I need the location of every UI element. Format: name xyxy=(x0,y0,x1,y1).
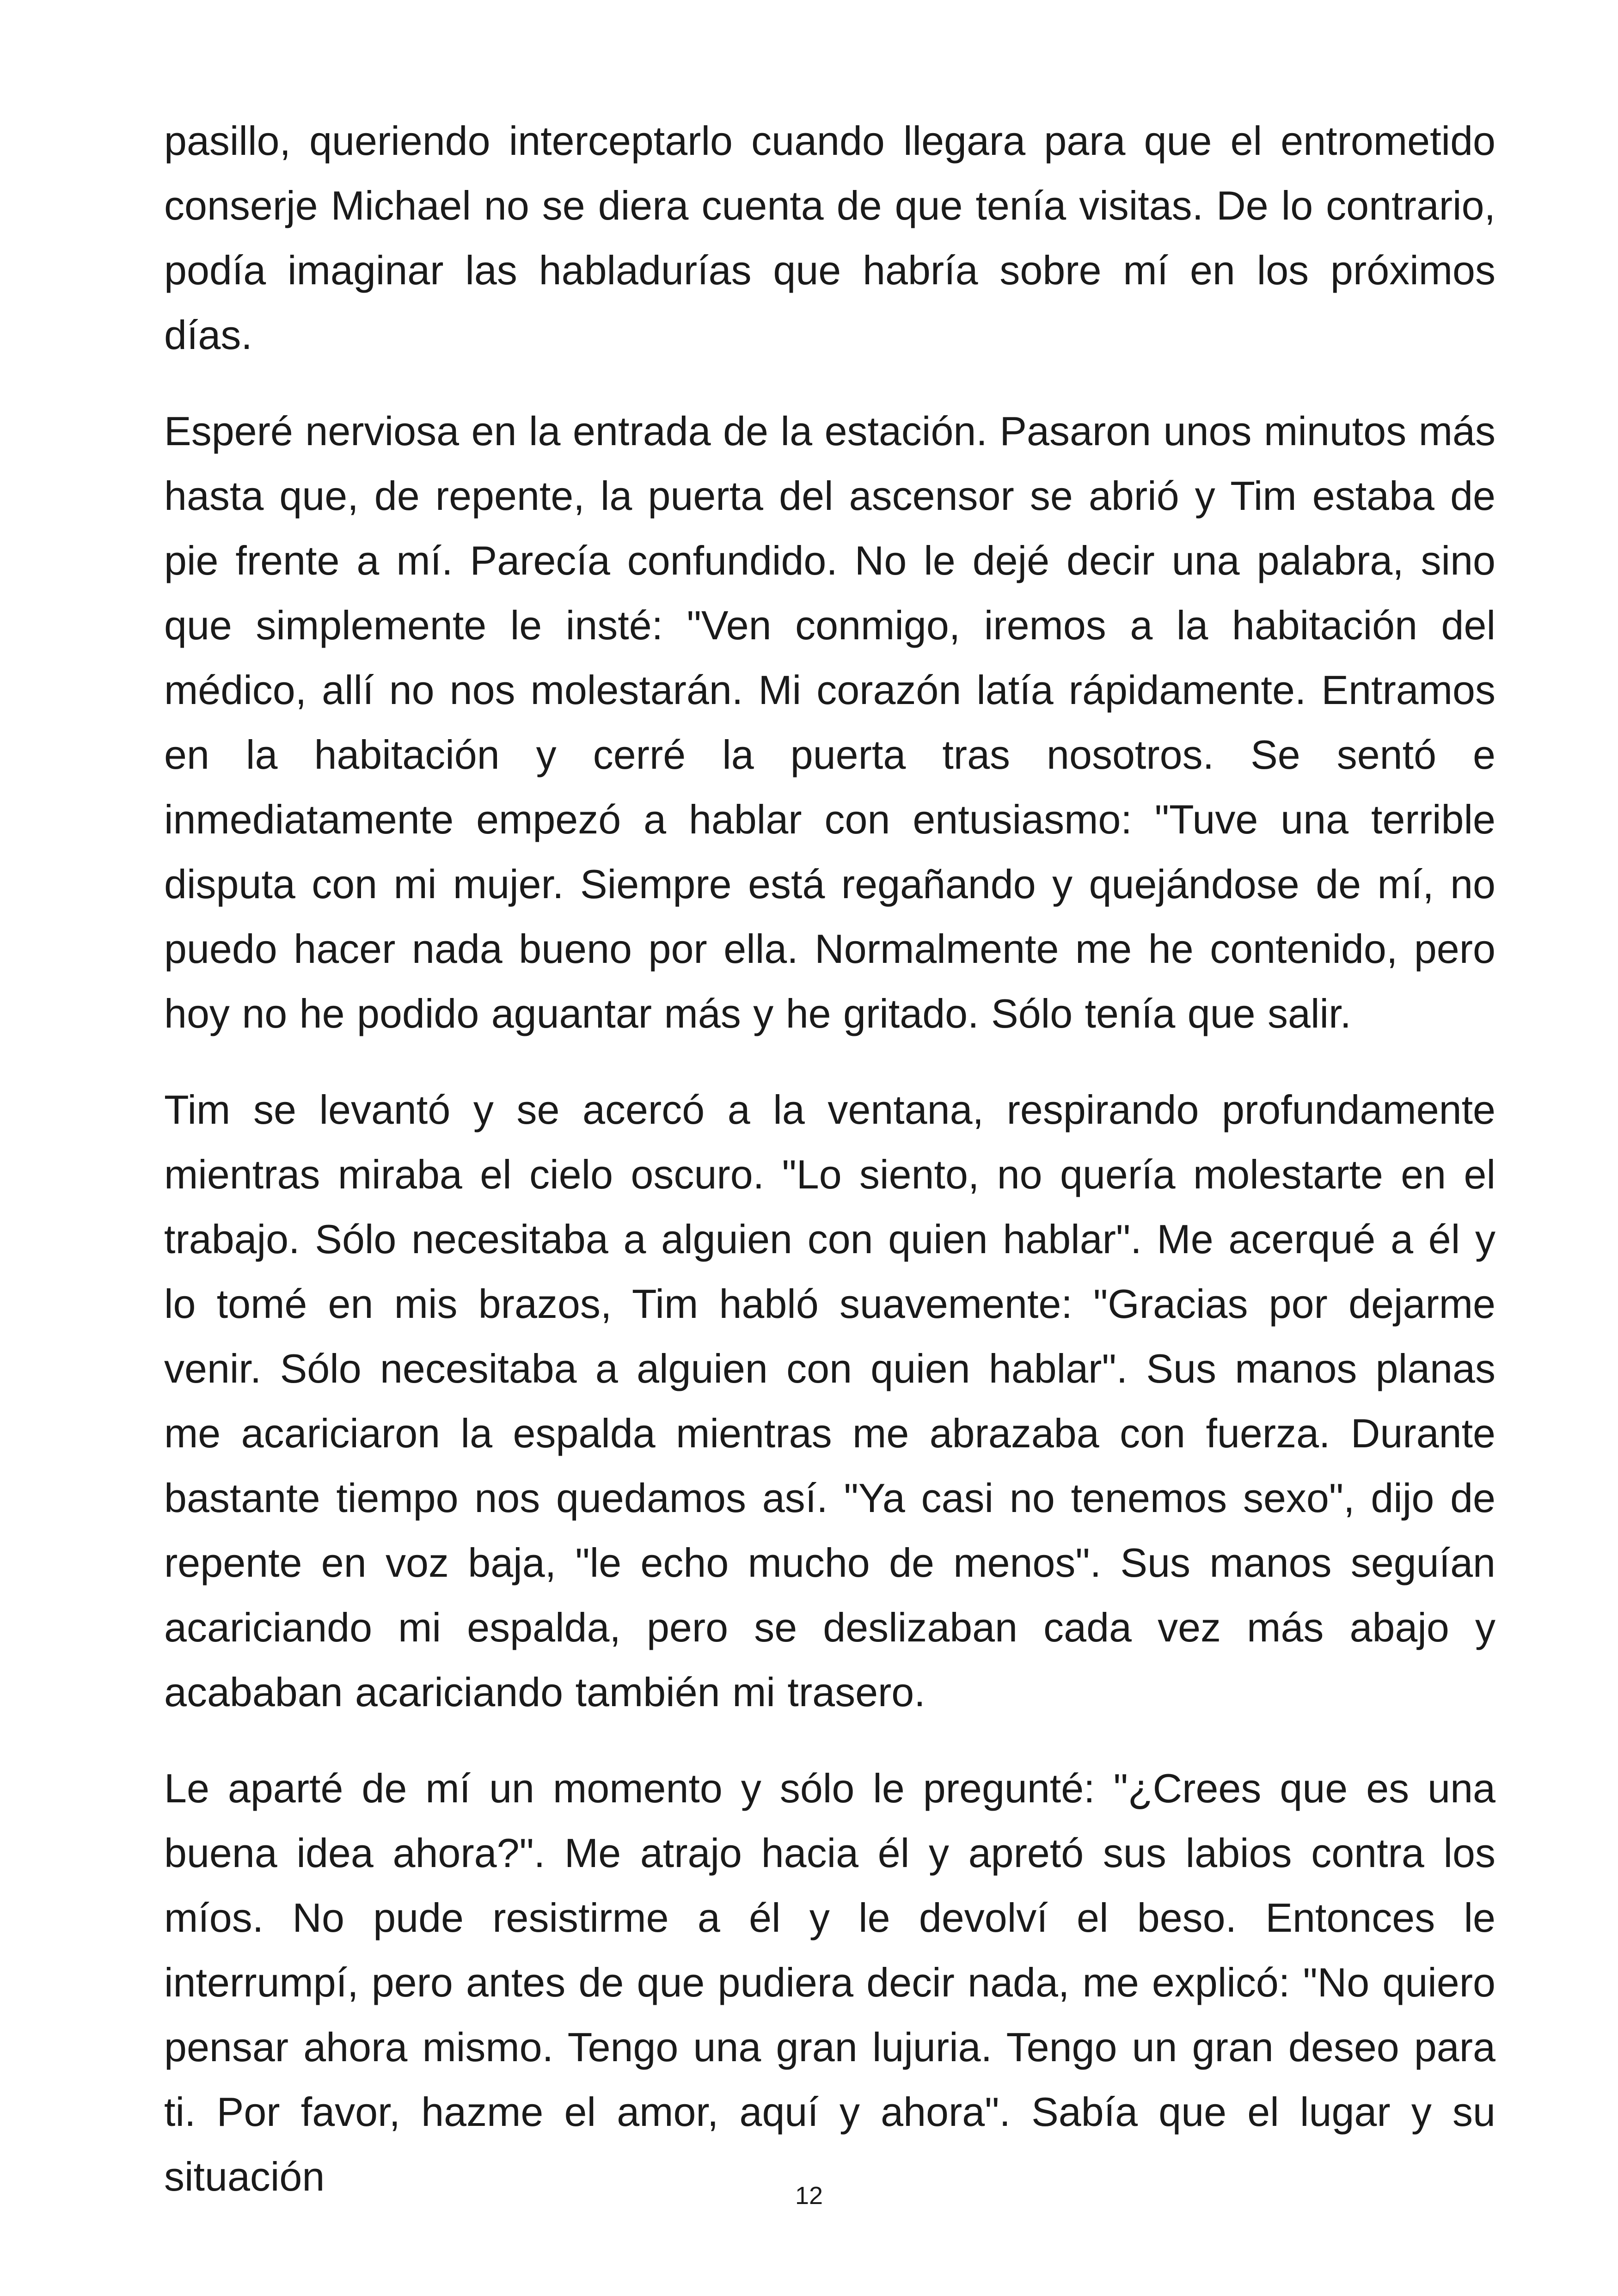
document-page xyxy=(164,109,1495,2241)
paragraph-1: pasillo, queriendo interceptarlo cuando llegara para que el entrometido conserje Michael no se diera cuenta de que tenía visitas. De lo contrario, podía imaginar las habladurías que habría sobre mí en los próximos días. xyxy=(164,118,1495,358)
paragraph-3: Tim se levantó y se acercó a la ventana, respirando profundamente mientras miraba el cielo oscuro. "Lo siento, no quería molestarte en el trabajo. Sólo necesitaba a alguien con quien hablar". Me acerqué a él y lo tomé en mis brazos, Tim habló suavemente: "Gracias por dejarme venir. Sólo necesitaba a alguien con quien hablar". Sus manos planas me acariciaron la espalda mientras me abrazaba con fuerza. Durante bastante tiempo nos quedamos así. "Ya casi no tenemos sexo", dijo de repente en voz baja, "le echo mucho de menos". Sus manos seguían acariciando mi espalda, pero se deslizaban cada vez más abajo y acababan acariciando también mi trasero. xyxy=(164,1087,1495,1715)
paragraph-2: Esperé nerviosa en la entrada de la estación. Pasaron unos minutos más hasta que, de repente, la puerta del ascensor se abrió y Tim estaba de pie frente a mí. Parecía confundido. No le dejé decir una palabra, sino que simplemente le insté: "Ven conmigo, iremos a la habitación del médico, allí no nos molestarán. Mi corazón latía rápidamente. Entramos en la habitación y cerré la puerta tras nosotros. Se sentó e inmediatamente empezó a hablar con entusiasmo: "Tuve una terrible disputa con mi mujer. Siempre está regañando y quejándose de mí, no puedo hacer nada bueno por ella. Normalmente me he contenido, pero hoy no he podido aguantar más y he gritado. Sólo tenía que salir. xyxy=(164,408,1495,1036)
paragraph-4: Le aparté de mí un momento y sólo le pregunté: "¿Crees que es una buena idea ahora?". Me atrajo hacia él y apretó sus labios contra los míos. No pude resistirme a él y le devolví el beso. Entonces le interrumpí, pero antes de que pudiera decir nada, me explicó: "No quiero pensar ahora mismo. Tengo una gran lujuria. Tengo un gran deseo para ti. Por favor, hazme el amor, aquí y ahora". Sabía que el lugar y su situación xyxy=(164,1765,1495,2199)
page-number: 12 xyxy=(795,2182,823,2210)
